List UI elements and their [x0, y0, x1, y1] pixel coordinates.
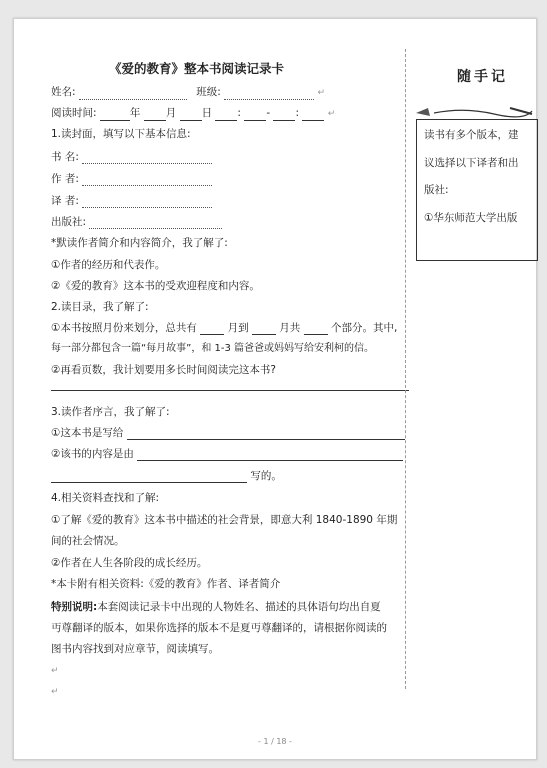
- written-for-blank[interactable]: [127, 428, 405, 440]
- notes-line-2: 议选择以下译者和出: [424, 157, 519, 169]
- author-row: [51, 172, 212, 186]
- notes-line-1: 读书有多个版本，建: [424, 129, 519, 141]
- end-month-blank[interactable]: [252, 323, 276, 335]
- month-unit: 月: [165, 107, 177, 119]
- parts-blank[interactable]: [304, 323, 328, 335]
- section2-heading: 2.读目录，我了解了:: [51, 301, 149, 313]
- reading-plan-line: ②再看页数，我计划要用多长时间阅读完这本书?: [51, 364, 276, 376]
- special-note-label: 特别说明:: [51, 601, 98, 613]
- class-blank[interactable]: [224, 88, 314, 100]
- special-note-line-1: [51, 600, 381, 614]
- return-mark-icon: ↵: [327, 109, 336, 119]
- reading-time-row: [51, 106, 335, 121]
- end-minute-blank[interactable]: [302, 109, 324, 121]
- day-unit: 日: [201, 107, 213, 119]
- section1-item2: ②《爱的教育》这本书的受欢迎程度和内容。: [51, 280, 260, 292]
- book-title-label: 书 名:: [51, 151, 79, 163]
- start-blank[interactable]: [244, 109, 266, 121]
- return-mark-icon: ↵: [51, 666, 59, 676]
- name-blank[interactable]: [79, 88, 187, 100]
- book-title-row: [51, 150, 212, 164]
- publisher-row: [51, 215, 222, 229]
- special-note-line-2: 丏尊翻译的版本，如果你选择的版本不是夏丏尊翻译的，请根据你阅读的: [51, 622, 387, 634]
- return-mark-icon: ↵: [317, 88, 326, 98]
- year-blank[interactable]: [100, 109, 130, 121]
- end-hour-blank[interactable]: [273, 109, 295, 121]
- day-blank[interactable]: [180, 109, 202, 121]
- year-unit: 年: [129, 107, 141, 119]
- translator-row: [51, 194, 212, 208]
- pencil-decoration-icon: [414, 105, 536, 119]
- return-mark-icon: ↵: [51, 687, 59, 697]
- notes-line-3: 版社:: [424, 184, 449, 196]
- intro-note: *默读作者简介和内容简介，我了解了:: [51, 237, 228, 249]
- section1-heading: 1.读封面，填写以下基本信息:: [51, 128, 191, 140]
- translator-blank[interactable]: [82, 196, 212, 208]
- document-page: [13, 18, 537, 760]
- months-row: [51, 321, 397, 335]
- dash: -: [266, 107, 271, 119]
- class-label: 班级:: [196, 86, 221, 98]
- special-note-line-3: 图书内容找到对应章节，阅读填写。: [51, 643, 219, 655]
- content-by-label: ②该书的内容是由: [51, 448, 134, 460]
- appendix-note: *本卡附有相关资料:《爱的教育》作者、译者简介: [51, 578, 281, 590]
- time-label: 阅读时间:: [51, 107, 97, 119]
- colon-1: :: [237, 107, 241, 119]
- start-month-blank[interactable]: [200, 323, 224, 335]
- notes-line-4: ①华东师范大学出版: [424, 212, 518, 224]
- book-title-blank[interactable]: [82, 152, 212, 164]
- author-blank[interactable]: [82, 174, 212, 186]
- written-for-label: ①这本书是写给: [51, 427, 124, 439]
- hour-blank[interactable]: [215, 109, 237, 121]
- notes-box: [416, 119, 538, 261]
- month-blank[interactable]: [144, 109, 166, 121]
- section4-heading: 4.相关资料查找和了解:: [51, 492, 160, 504]
- months-text-d: 个部分。其中,: [330, 322, 398, 334]
- months-text-a: ①本书按照月份来划分，总共有: [51, 322, 197, 334]
- author-growth-line: ②作者在人生各阶段的成长经历。: [51, 557, 208, 569]
- content-by-blank[interactable]: [137, 449, 403, 461]
- section1-item1: ①作者的经历和代表作。: [51, 259, 166, 271]
- content-by-row-2: [51, 469, 282, 483]
- publisher-label: 出版社:: [51, 216, 87, 228]
- content-by-blank-2[interactable]: [51, 471, 247, 483]
- monthly-story-line: 每一部分都包含一篇“每月故事”，和 1-3 篇爸爸或妈妈写给安利柯的信。: [51, 343, 375, 354]
- reading-plan-blank[interactable]: [51, 390, 409, 391]
- background-line-2: 间的社会情况。: [51, 535, 125, 547]
- colon-2: :: [295, 107, 299, 119]
- content-by-end: 写的。: [250, 470, 282, 482]
- translator-label: 译 者:: [51, 195, 79, 207]
- section3-heading: 3.读作者序言，我了解了:: [51, 406, 170, 418]
- notes-title: 随手记: [457, 69, 508, 85]
- card-title: 《爱的教育》整本书阅读记录卡: [109, 61, 285, 76]
- name-class-row: [51, 85, 325, 100]
- column-divider: [405, 49, 406, 689]
- written-for-row: [51, 426, 405, 440]
- months-text-b: 月到: [227, 322, 249, 334]
- months-text-c: 月共: [279, 322, 301, 334]
- publisher-blank[interactable]: [89, 217, 222, 229]
- background-line-1: ①了解《爱的教育》这本书中描述的社会背景，即意大利 1840-1890 年期: [51, 514, 398, 526]
- page-number: - 1 / 18 -: [258, 737, 292, 746]
- content-by-row: [51, 447, 403, 461]
- author-label: 作 者:: [51, 173, 79, 185]
- special-note-text-1: 本套阅读记录卡中出现的人物姓名、描述的具体语句均出自夏: [97, 601, 381, 613]
- name-label: 姓名:: [51, 86, 76, 98]
